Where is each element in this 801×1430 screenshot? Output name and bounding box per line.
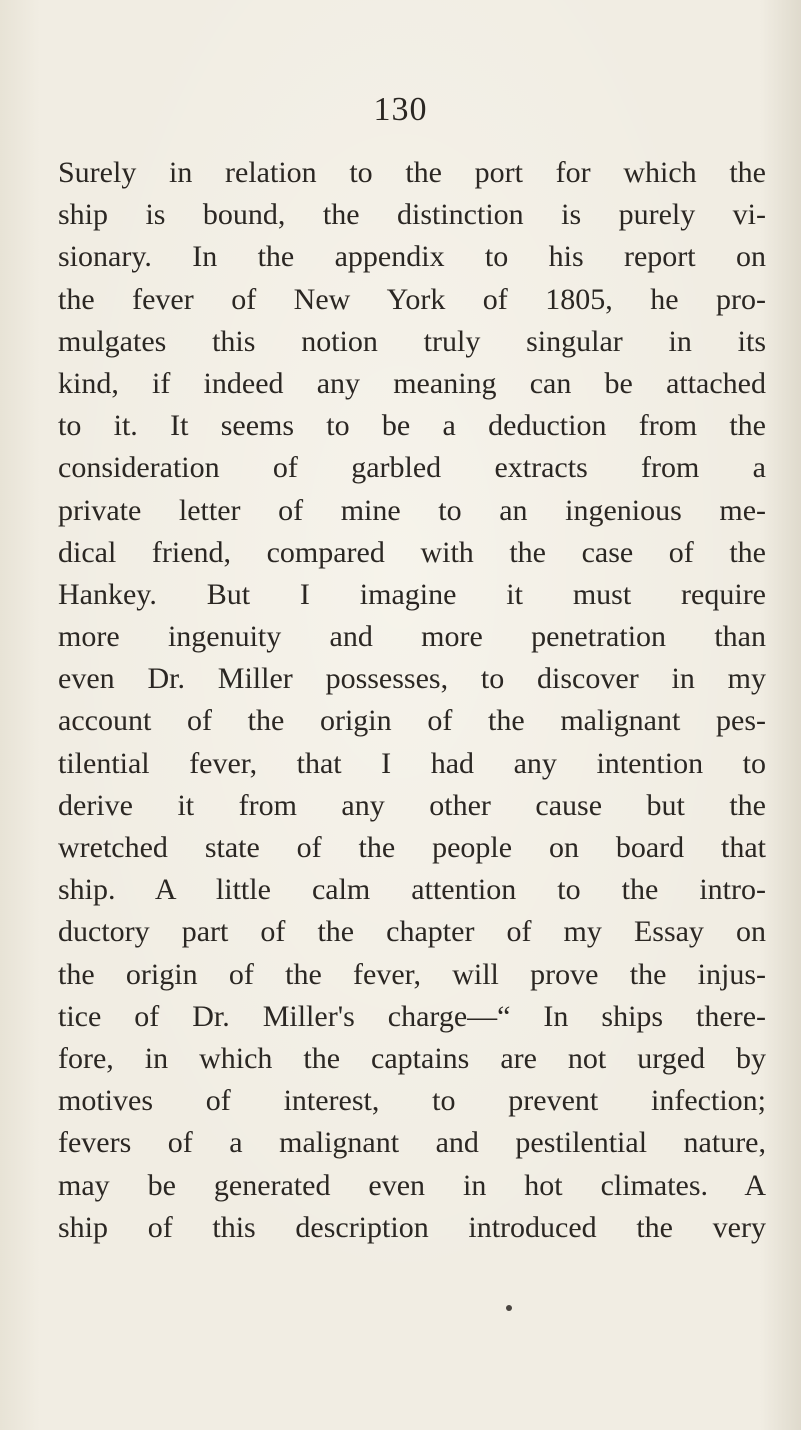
text-line: tice of Dr. Miller's charge—“ In ships there- [58,999,766,1033]
text-line: wretched state of the people on board that [58,831,766,864]
text-line: consideration of garbled extracts from a [58,451,766,485]
text-line: ship. A little calm attention to the intro- [58,873,766,907]
text-line: kind, if indeed any meaning can be attached [58,366,766,400]
text-line: Surely in relation to the port for which the [58,156,766,189]
ink-speck [506,1305,512,1311]
text-line: private letter of mine to an ingenious me- [58,493,766,527]
text-line: ship of this description introduced the very [58,1210,766,1244]
text-line: to it. It seems to be a deduction from the [58,409,766,443]
text-line: tilential fever, that I had any intention to [58,746,766,780]
text-line: derive it from any other cause but the [58,788,766,822]
text-line: fevers of a malignant and pestilential nature, [58,1126,766,1160]
text-line: account of the origin of the malignant pes- [58,704,766,738]
text-line: mulgates this notion truly singular in its [58,324,766,358]
page-number: 130 [373,91,428,128]
text-line: Hankey. But I imagine it must require [58,577,766,611]
text-line: ductory part of the chapter of my Essay on [58,915,766,949]
text-line: even Dr. Miller possesses, to discover in my [58,662,766,696]
text-line: dical friend, compared with the case of the [58,535,766,569]
text-line: more ingenuity and more penetration than [58,620,766,654]
text-line: sionary. In the appendix to his report on [58,240,766,274]
text-line: the fever of New York of 1805, he pro- [58,282,766,316]
text-line: may be generated even in hot climates. A [58,1168,766,1202]
text-line: motives of interest, to prevent infection; [58,1084,766,1118]
text-line: fore, in which the captains are not urged by [58,1041,766,1075]
text-line: the origin of the fever, will prove the injus- [58,957,766,991]
text-line: ship is bound, the distinction is purely vi- [58,198,766,232]
body-text [58,152,766,1249]
